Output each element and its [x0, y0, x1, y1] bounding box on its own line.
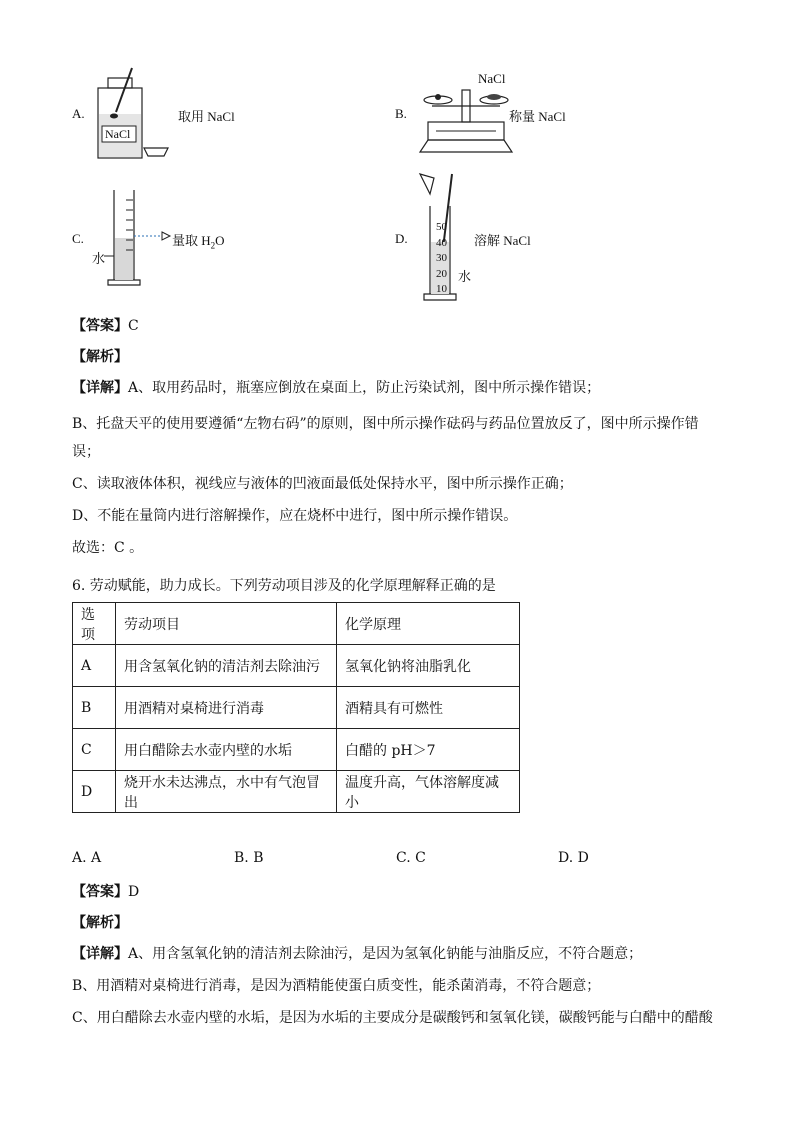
table-header-row	[73, 603, 520, 645]
figure-a-caption: 取用 NaCl	[178, 109, 235, 124]
scale-tick: 20	[436, 267, 447, 280]
figure-d-water-label: 水	[458, 269, 472, 284]
table-header: 选项	[73, 603, 116, 645]
table-cell: D	[73, 771, 116, 813]
table-row	[73, 645, 520, 687]
table-cell: B	[73, 687, 116, 729]
table-header: 劳动项目	[116, 603, 337, 645]
figure-b-caption: 称量 NaCl	[509, 109, 566, 124]
graduated-cylinder-reading-figure	[104, 186, 174, 288]
scale-tick: 40	[436, 236, 447, 249]
table-header: 化学原理	[337, 603, 520, 645]
q6-detail-b: B、用酒精对桌椅进行消毒，是因为酒精能使蛋白质变性，能杀菌消毒，不符合题意；	[72, 978, 601, 994]
scale-tick: 30	[436, 252, 447, 264]
bottle-label: NaCl	[105, 127, 131, 141]
table-cell: 温度升高，气体溶解度减小	[337, 771, 520, 813]
q5-answer: 【答案】C	[72, 318, 139, 334]
q5-detail-d: D、不能在量筒内进行溶解操作，应在烧杯中进行，图中所示操作错误。	[72, 508, 518, 524]
q5-detail-c: C、读取液体体积，视线应与液体的凹液面最低处保持水平，图中所示操作正确；	[72, 476, 573, 492]
table-cell: 用酒精对桌椅进行消毒	[116, 687, 337, 729]
option-c: C. C	[396, 850, 426, 866]
q6-stem: 6. 劳动赋能，助力成长。下列劳动项目涉及的化学原理解释正确的是	[72, 578, 496, 594]
figure-c-letter: C.	[72, 231, 84, 246]
q6-analysis-heading: 【解析】	[72, 915, 128, 931]
table-cell: 白醋的 pH＞7	[337, 729, 520, 771]
figure-a-letter: A.	[72, 106, 85, 121]
table-cell: 用含氢氧化钠的清洁剂去除油污	[116, 645, 337, 687]
figure-d-caption: 溶解 NaCl	[474, 233, 531, 248]
figure-b-letter: B.	[395, 106, 407, 121]
q6-table	[72, 602, 520, 813]
balance-figure	[418, 86, 514, 158]
q5-conclusion: 故选：C 。	[72, 540, 144, 556]
q6-detail-c: C、用白醋除去水壶内壁的水垢，是因为水垢的主要成分是碳酸钙和氢氧化镁，碳酸钙能与白醋中的醋酸	[72, 1010, 713, 1026]
q5-detail-a: 【详解】A、取用药品时，瓶塞应倒放在桌面上，防止污染试剂，图中所示操作错误；	[72, 380, 601, 396]
table-cell: 烧开水未达沸点，水中有气泡冒出	[116, 771, 337, 813]
table-row	[73, 729, 520, 771]
q5-analysis-heading: 【解析】	[72, 349, 128, 365]
figure-d-letter: D.	[395, 231, 408, 246]
figure-b-nacl-label: NaCl	[478, 71, 506, 86]
figure-c-caption: 量取 $H_2O$	[172, 233, 225, 251]
table-cell: 酒精具有可燃性	[337, 687, 520, 729]
table-row	[73, 687, 520, 729]
table-cell: C	[73, 729, 116, 771]
q5-detail-b: B、托盘天平的使用要遵循“左物右码”的原则，图中所示操作砝码与药品位置放反了，图中所示操作错误；	[72, 416, 699, 460]
table-cell: 用白醋除去水壶内壁的水垢	[116, 729, 337, 771]
reagent-bottle-figure	[92, 64, 182, 164]
scale-tick: 10	[436, 283, 447, 295]
cylinder-scale	[436, 220, 447, 298]
table-cell: A	[73, 645, 116, 687]
scale-tick: 50	[436, 221, 447, 233]
option-d: D. D	[558, 850, 589, 866]
option-b: B. B	[234, 850, 264, 866]
q6-detail-a: 【详解】A、用含氢氧化钠的清洁剂去除油污，是因为氢氧化钠能与油脂反应，不符合题意；	[72, 946, 643, 962]
table-cell: 氢氧化钠将油脂乳化	[337, 645, 520, 687]
figure-c-water-label: 水	[92, 251, 106, 266]
table-row	[73, 771, 520, 813]
q6-answer: 【答案】D	[72, 884, 140, 900]
option-a: A. A	[72, 850, 102, 866]
